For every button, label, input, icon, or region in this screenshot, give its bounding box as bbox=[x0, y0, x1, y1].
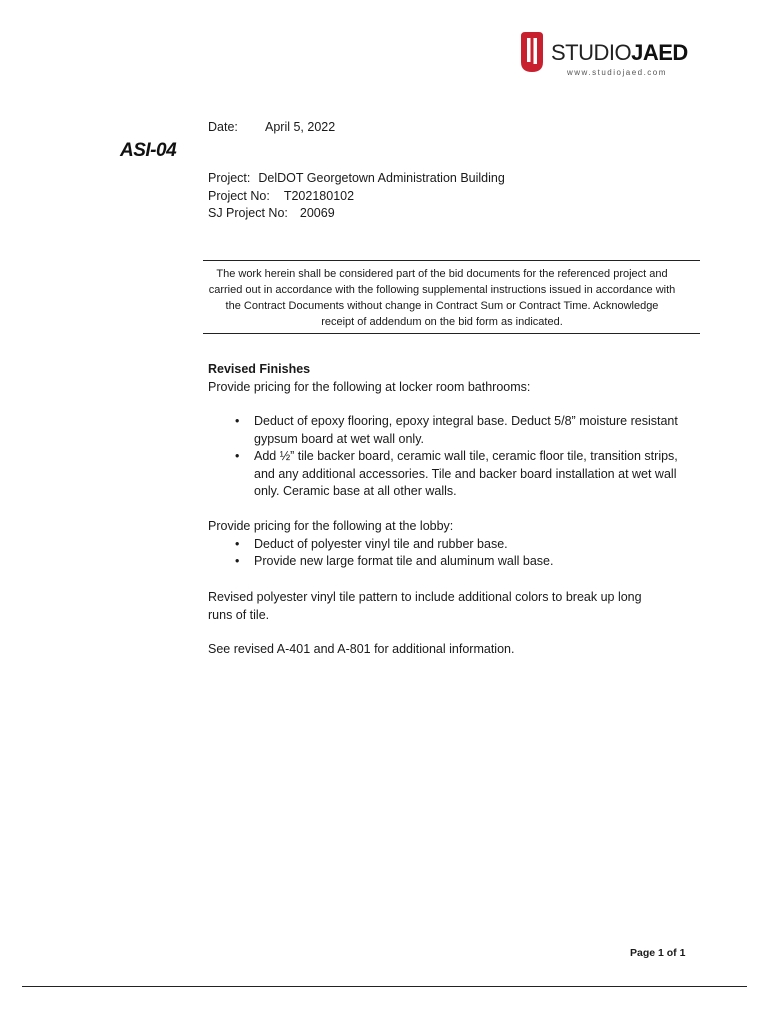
lobby-item-2: Provide new large format tile and aluminum wall base. bbox=[254, 554, 554, 568]
section-heading: Revised Finishes bbox=[208, 362, 311, 376]
logo-studio-text: STUDIO bbox=[551, 40, 632, 65]
bullet-icon: • bbox=[235, 554, 240, 568]
footer-rule bbox=[22, 986, 747, 987]
list-item bbox=[208, 413, 688, 448]
notice-top-rule bbox=[203, 260, 700, 261]
page-number: Page 1 of 1 bbox=[630, 947, 686, 959]
logo-wordmark bbox=[551, 40, 688, 66]
project-number-label: Project No: bbox=[208, 188, 270, 203]
locker-item-1: Deduct of epoxy flooring, epoxy integral base. Deduct 5/8” moisture resistant gypsum board at wet wall only. bbox=[254, 414, 678, 446]
lobby-item-1: Deduct of polyester vinyl tile and rubber base. bbox=[254, 536, 508, 551]
see-revised-paragraph: See revised A-401 and A-801 for additional information. bbox=[208, 642, 515, 656]
bullet-icon: • bbox=[235, 449, 240, 463]
list-item bbox=[208, 448, 688, 501]
project-number-value: T202180102 bbox=[283, 188, 355, 203]
notice-bottom-rule bbox=[203, 333, 700, 334]
sj-project-number-row bbox=[208, 205, 505, 223]
project-label: Project: bbox=[208, 171, 251, 185]
logo-jaed-text: JAED bbox=[631, 40, 688, 65]
sj-project-number-value: 20069 bbox=[299, 206, 335, 220]
revised-pattern-paragraph: Revised polyester vinyl tile pattern to include additional colors to break up long runs of tile. bbox=[208, 590, 642, 622]
locker-intro: Provide pricing for the following at locker room bathrooms: bbox=[208, 379, 531, 394]
studio-jaed-logo-mark bbox=[517, 32, 547, 72]
project-number-row bbox=[208, 188, 505, 206]
date-value: April 5, 2022 bbox=[265, 120, 336, 134]
logo-url: www.studiojaed.com bbox=[567, 68, 667, 77]
lobby-intro: Provide pricing for the following at the lobby: bbox=[208, 519, 454, 533]
date-label: Date: bbox=[208, 120, 238, 134]
revised-finishes-section bbox=[208, 361, 688, 396]
lobby-block bbox=[208, 518, 688, 571]
list-item bbox=[208, 536, 688, 554]
locker-list bbox=[208, 413, 688, 501]
studio-jaed-logo bbox=[517, 30, 697, 86]
bullet-icon: • bbox=[235, 536, 240, 551]
sj-project-number-label: SJ Project No: bbox=[208, 206, 288, 220]
bullet-icon: • bbox=[235, 414, 240, 428]
list-item bbox=[208, 553, 688, 571]
project-info bbox=[208, 170, 505, 223]
project-value: DelDOT Georgetown Administration Building bbox=[258, 171, 505, 185]
notice-text: The work herein shall be considered part of the bid documents for the referenced project and carried out in accordance with the following supplemental instructions issued in accordance with the Contract Documents without change in Contract Sum or Contract Time. Acknowledge receipt of addendum on the bid form as indicated. bbox=[208, 268, 676, 328]
locker-item-2: Add ½” tile backer board, ceramic wall tile, ceramic floor tile, transition strips, and any additional accessories. Tile and backer board installation at wet wall only. Ceramic base at all other walls. bbox=[254, 449, 678, 498]
project-name-row bbox=[208, 170, 505, 188]
document-code: ASI-04 bbox=[120, 140, 177, 161]
date-row bbox=[208, 119, 335, 137]
